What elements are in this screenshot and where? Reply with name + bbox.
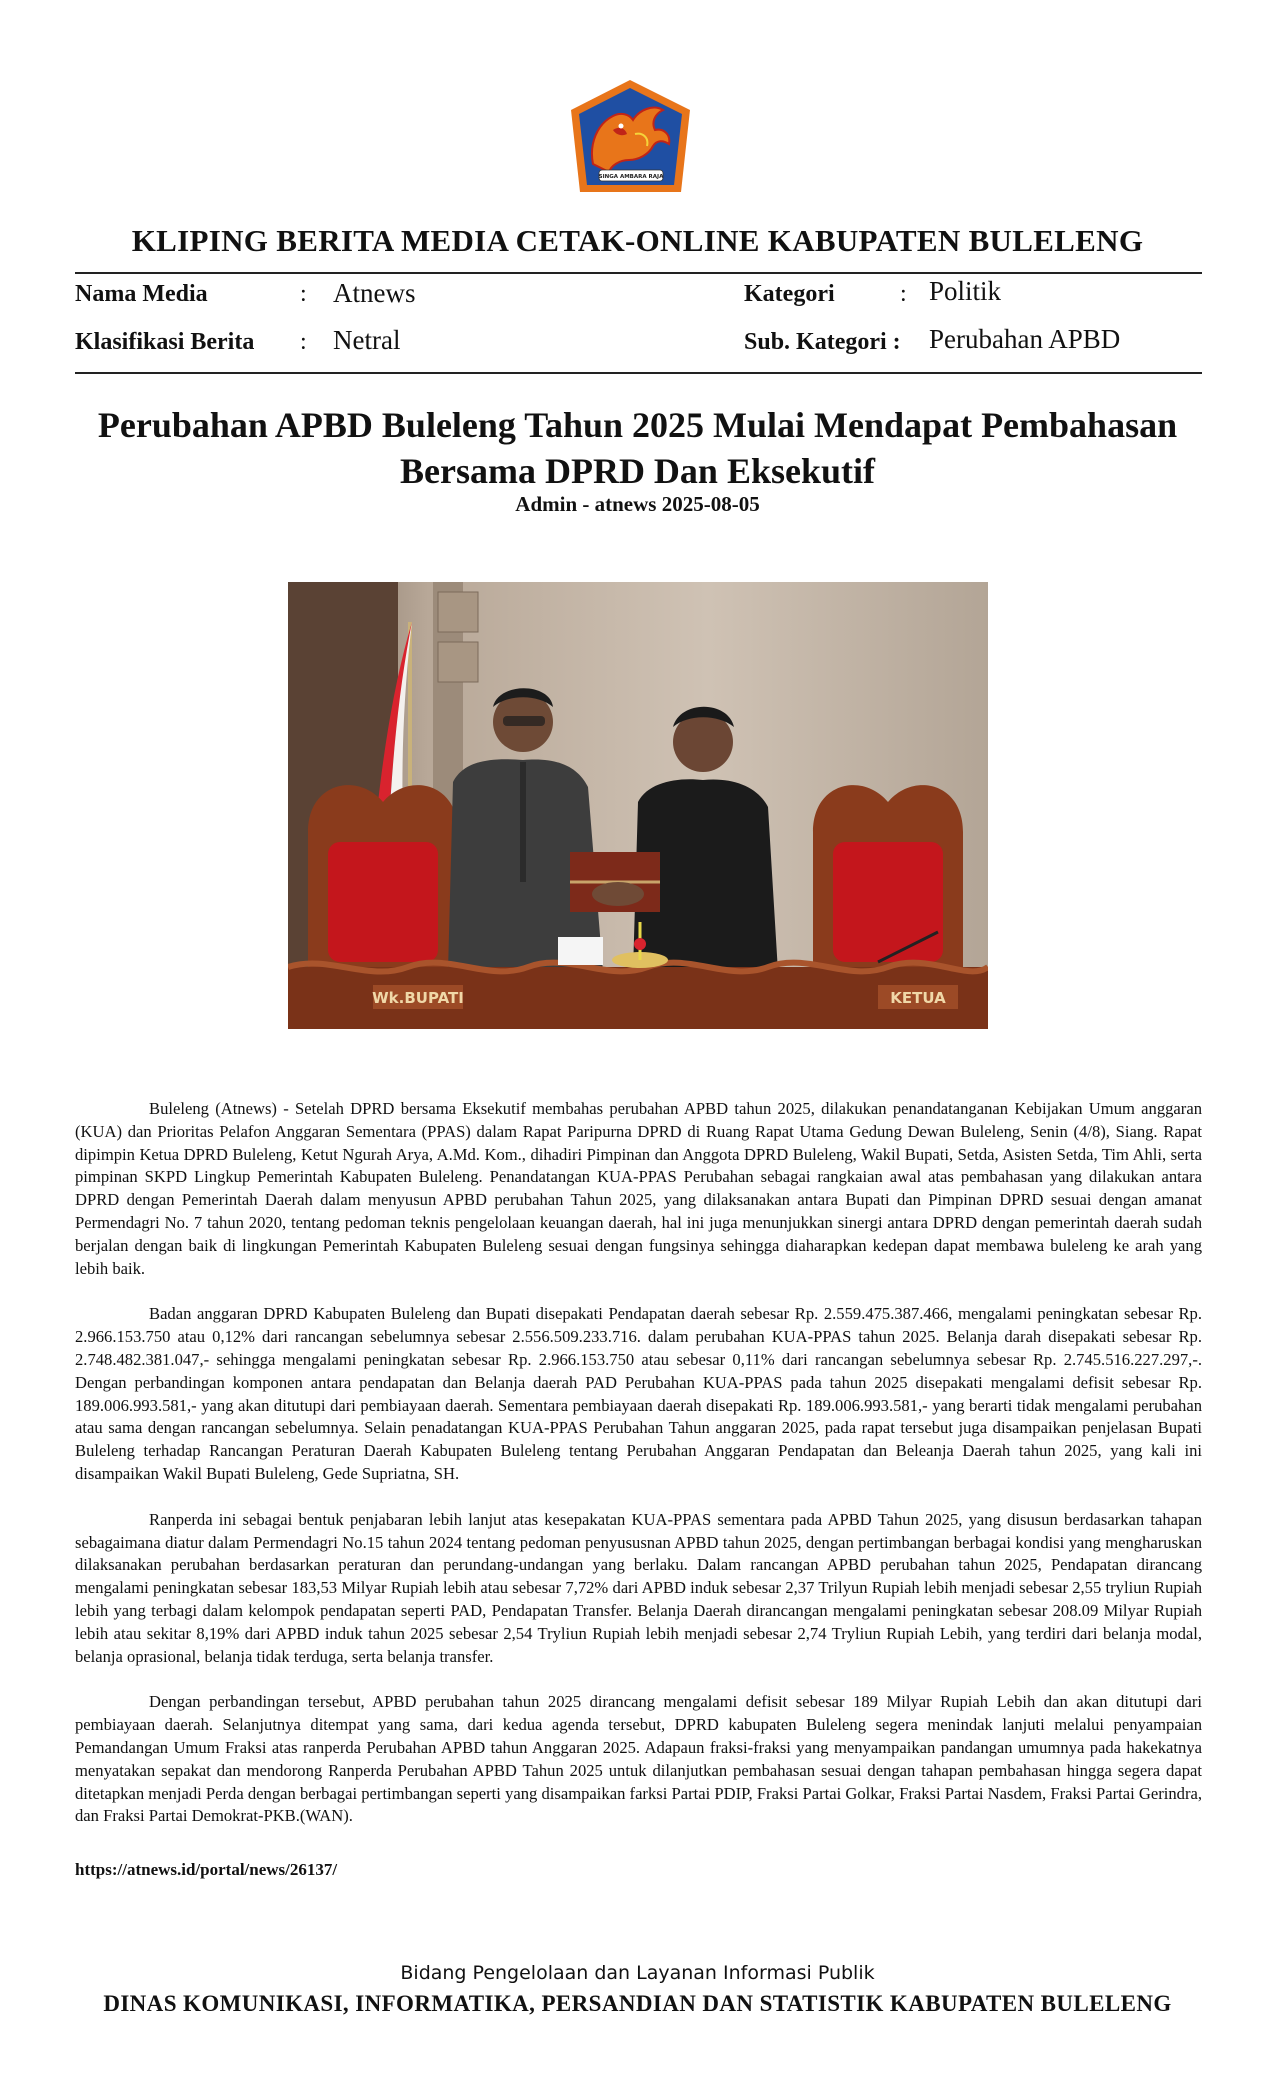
klasifikasi-colon: :: [300, 329, 307, 355]
document-title: KLIPING BERITA MEDIA CETAK-ONLINE KABUPATEN BULELENG: [131, 223, 1144, 258]
headline-line-2: Bersama DPRD Dan Eksekutif: [399, 451, 875, 491]
nameplate-left: Wk.BUPATI: [372, 989, 464, 1007]
source-link[interactable]: https://atnews.id/portal/news/26137/: [75, 1860, 338, 1879]
subkategori-value: Perubahan APBD: [929, 324, 1121, 354]
article-byline: Admin - atnews 2025-08-05: [515, 492, 760, 516]
nameplate-right: KETUA: [890, 989, 946, 1007]
meta-divider: [75, 372, 1202, 374]
kategori-value: Politik: [929, 276, 1002, 306]
article-paragraph-1: Buleleng (Atnews) - Setelah DPRD bersama Eksekutif membahas perubahan APBD tahun 2025, dilakukan penandatanganan Kebijakan Umum anggaran (KUA) dan Prioritas Pelafon Anggaran Sementara (PPAS) dalam Rapat Paripurna DPRD di Ruang Rapat Utama Gedung Dewan Buleleng, Senin (4/8), Siang. Rapat dipimpin Ketua DPRD Buleleng, Ketut Ngurah Arya, A.Md. Kom., dihadiri Pimpinan dan Anggota DPRD Buleleng, Wakil Bupati, Setda, Asisten Setda, Tim Ahli, serta pimpinan SKPD Lingkup Pemerintah Kabupaten Buleleng. Penandatangan KUA-PPAS Perubahan sebagai rangkaian awal atas pembahasan yang dilakukan antara DPRD dengan Pemerintah Daerah dalam menyusun APBD perubahan Tahun 2025, yang dilaksanakan antara Bupati dan Pimpinan DPRD sesuai dengan amanat Permendagri No. 7 tahun 2020, tentang pedoman teknis pengelolaan keuangan daerah, hal ini juga menunjukkan sinergi antara DPRD dengan pemerintah daerah sudah berjalan dengan baik di lingkungan Pemerintah Kabupaten Buleleng sesuai dengan fungsinya sehingga diaharapkan kedepan dapat membawa buleleng ke arah yang lebih baik.: [75, 1099, 1202, 1278]
media-colon: :: [300, 281, 307, 307]
headline-line-1: Perubahan APBD Buleleng Tahun 2025 Mulai Mendapat Pembahasan: [97, 405, 1178, 445]
article-paragraph-2: Badan anggaran DPRD Kabupaten Buleleng dan Bupati disepakati Pendapatan daerah sebesar Rp. 2.559.475.387.466, mengalami peningkatan sebesar Rp. 2.966.153.750 atau 0,12% dari rancangan sebelumnya sebesar 2.556.509.233.716. dalam perubahan KUA-PPAS tahun 2025. Belanja darah disepakati sebesar Rp. 2.748.482.381.047,- sehingga mengalami peningkatan sebesar Rp. 2.966.153.750 atau sebesar 0,11% dari rancangan sebelumnya sebesar Rp. 2.745.516.227.297,-. Dengan perbandingan komponen antara pendapatan dan Belanja daerah PAD Perubahan KUA-PPAS pada tahun 2025 disepakati mengalami defisit sebesar Rp. 189.006.993.581,- yang akan ditutupi dari pembiayaan daerah. Sementara pembiayaan daerah disepakati Rp. 189.006.993.581,- yang berarti tidak mengalami perubahan atau sama dengan rancangan sebelumnya. Selain penadatangan KUA-PPAS Perubahan Tahun anggaran 2025, pada rapat tersebut juga disampaikan penjelasan Bupati Buleleng terhadap Rancangan Peraturan Daerah Kabupaten Buleleng tentang Perubahan Anggaran Pendapatan dan Beleanja Daerah tahun 2025, yang kali ini disampaikan Wakil Bupati Buleleng, Gede Supriatna, SH.: [75, 1304, 1202, 1483]
kategori-colon: :: [900, 281, 907, 307]
kategori-label: Kategori: [744, 281, 835, 307]
top-divider: [75, 272, 1202, 274]
klasifikasi-value: Netral: [333, 325, 401, 355]
article-paragraph-4: Dengan perbandingan tersebut, APBD perubahan tahun 2025 dirancang mengalami defisit sebesar 189 Milyar Rupiah Lebih dan akan ditutupi dari pembiayaan daerah. Selanjutnya ditempat yang sama, dari kedua agenda tersebut, DPRD kabupaten Buleleng segera menindak lanjuti melalui penyampaian Pemandangan Umum Fraksi atas ranperda Perubahan APBD tahun Anggaran 2025. Adapaun fraksi-fraksi yang menyampaikan pandangan umumnya pada hakekatnya menyatakan sepakat dan mendorong Ranperda Perubahan APBD Tahun 2025 untuk dilanjutkan pembahasan sesuai dengan tahapan pembahasan hingga segera dapat ditetapkan menjadi Perda dengan berbagai pertimbangan seperti yang disampaikan farksi Partai PDIP, Fraksi Partai Golkar, Fraksi Partai Nasdem, Fraksi Partai Gerindra, dan Fraksi Partai Demokrat-PKB.(WAN).: [75, 1692, 1202, 1826]
crest-motto: SINGA AMBARA RAJA: [598, 174, 664, 180]
article-paragraph-3: Ranperda ini sebagai bentuk penjabaran lebih lanjut atas kesepakatan KUA-PPAS sementara pada APBD Tahun 2025, yang disusun berdasarkan tahapan sebagaimana diatur dalam Permendagri No.15 tahun 2024 tentang pedoman penyususnan APBD tahun 2025, dengan pertimbangan berbagai kondisi yang mengharuskan dilaksanakan perubahan berdasarkan peraturan dan perundang-undangan yang berlaku. Dalam rancangan APBD perubahan tahun 2025, Pendapatan dirancang mengalami peningkatan sebesar 183,53 Milyar Rupiah lebih atau sebesar 7,72% dari APBD induk sebesar 2,37 Trilyun Rupiah lebih menjadi sebesar 2,55 tryliun Rupiah lebih yang terbagi dalam kelompok pendapatan seperti PAD, Pendapatan Transfer. Belanja Daerah dirancangan mengalami peningkatan sebesar 208.09 Milyar Rupiah lebih atau sekitar 8,19% dari APBD induk tahun 2025 sebesar 2,54 Tryliun Rupiah lebih menjadi sebesar 2,74 Tryliun Rupiah Lebih, yang terdiri dari belanja modal, belanja oprasional, belanja tidak terduga, serta belanja transfer.: [75, 1509, 1202, 1666]
klasifikasi-label: Klasifikasi Berita: [75, 329, 255, 355]
buleleng-crest-icon: [563, 74, 698, 200]
signing-ceremony-photo: [288, 582, 988, 1029]
footer-agency: DINAS KOMUNIKASI, INFORMATIKA, PERSANDIAN DAN STATISTIK KABUPATEN BULELENG: [103, 1991, 1172, 2016]
subkategori-label: Sub. Kategori :: [744, 329, 901, 355]
buleleng-crest-logo: [563, 74, 698, 200]
article-body: [75, 1098, 1202, 1851]
article-headline: [60, 402, 1215, 494]
footer-division: Bidang Pengelolaan dan Layanan Informasi Publik: [400, 1962, 875, 1984]
media-label: Nama Media: [75, 281, 208, 307]
article-photo: [288, 582, 988, 1029]
media-value: Atnews: [333, 278, 416, 308]
